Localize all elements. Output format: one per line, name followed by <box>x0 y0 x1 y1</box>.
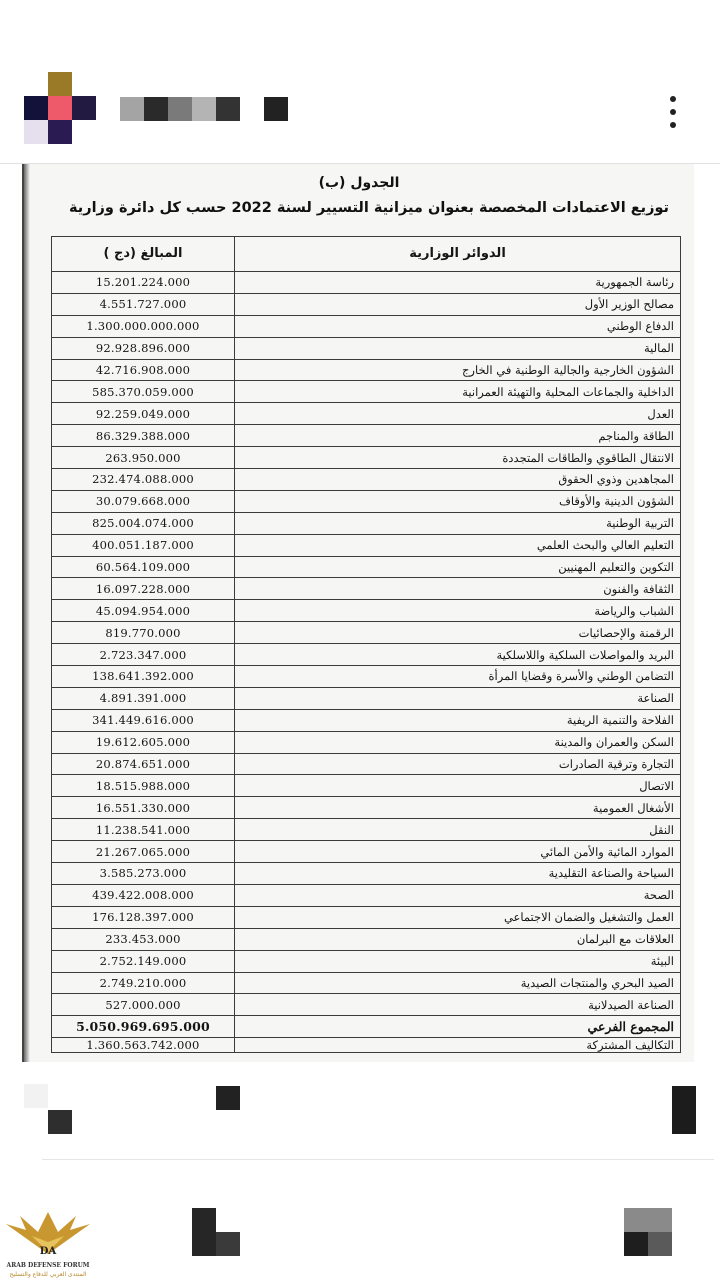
ministry-cell: مصالح الوزير الأول <box>235 293 681 315</box>
ministry-cell: الموارد المائية والأمن المائي <box>235 841 681 863</box>
ministry-cell: الشباب والرياضة <box>235 600 681 622</box>
ministry-cell: الطاقة والمناجم <box>235 425 681 447</box>
ministry-cell: البيئة <box>235 950 681 972</box>
profile-thumb-part <box>648 1232 672 1256</box>
table-row <box>52 972 681 994</box>
like-icon[interactable] <box>48 1110 72 1134</box>
table-row <box>52 600 681 622</box>
table-row <box>52 556 681 578</box>
table-row <box>52 447 681 469</box>
ministry-cell: المالية <box>235 337 681 359</box>
amount-cell: 16.097.228.000 <box>52 578 235 600</box>
amount-cell: 2.723.347.000 <box>52 644 235 666</box>
ministry-cell: التكوين والتعليم المهنيين <box>235 556 681 578</box>
table-row <box>52 819 681 841</box>
amount-cell: 15.201.224.000 <box>52 272 235 294</box>
amount-cell: 86.329.388.000 <box>52 425 235 447</box>
amount-cell: 21.267.065.000 <box>52 841 235 863</box>
profile-thumb-part <box>624 1232 648 1256</box>
ministry-cell: العلاقات مع البرلمان <box>235 928 681 950</box>
table-row <box>52 731 681 753</box>
subtotal-amount: 5.050.969.695.000 <box>52 1016 235 1038</box>
ministry-cell: الانتقال الطاقوي والطاقات المتجددة <box>235 447 681 469</box>
budget-table <box>51 236 681 1053</box>
ministry-cell: العدل <box>235 403 681 425</box>
ministry-cell: العمل والتشغيل والضمان الاجتماعي <box>235 906 681 928</box>
logo-text-arabic: المنتدى العربي للدفاع والتسليح <box>9 1271 87 1278</box>
table-row <box>52 797 681 819</box>
ministry-cell: الصحة <box>235 884 681 906</box>
amount-cell: 4.891.391.000 <box>52 687 235 709</box>
subtotal-row <box>52 1016 681 1038</box>
more-options-icon[interactable] <box>656 92 690 132</box>
ministry-cell: التعليم العالي والبحث العلمي <box>235 534 681 556</box>
table-row <box>52 534 681 556</box>
amount-cell: 45.094.954.000 <box>52 600 235 622</box>
ministry-cell: الأشغال العمومية <box>235 797 681 819</box>
reaction-count[interactable] <box>24 1084 48 1108</box>
table-row <box>52 315 681 337</box>
table-row <box>52 359 681 381</box>
amount-cell: 16.551.330.000 <box>52 797 235 819</box>
table-row <box>52 272 681 294</box>
amount-cell: 18.515.988.000 <box>52 775 235 797</box>
post-photo[interactable] <box>22 164 694 1062</box>
table-row <box>52 622 681 644</box>
ministry-cell: الصناعة <box>235 687 681 709</box>
amount-cell: 825.004.074.000 <box>52 512 235 534</box>
logo-text-english: ARAB DEFENSE FORUM <box>6 1262 90 1269</box>
amount-cell: 176.128.397.000 <box>52 906 235 928</box>
amount-cell: 20.874.651.000 <box>52 753 235 775</box>
share-icon-part <box>216 1232 240 1256</box>
table-row <box>52 337 681 359</box>
amount-cell: 232.474.088.000 <box>52 469 235 491</box>
table-row <box>52 994 681 1016</box>
table-row <box>52 753 681 775</box>
ministry-cell: الشؤون الخارجية والجالية الوطنية في الخارج <box>235 359 681 381</box>
amount-cell: 1.300.000.000.000 <box>52 315 235 337</box>
table-header-row <box>52 237 681 272</box>
ministry-cell: الثقافة والفنون <box>235 578 681 600</box>
shared-costs-row <box>52 1038 681 1053</box>
ministry-cell: الداخلية والجماعات المحلية والتهيئة العمرانية <box>235 381 681 403</box>
paper-edge <box>24 164 30 1062</box>
ministry-cell: التربية الوطنية <box>235 512 681 534</box>
post-header <box>0 0 720 163</box>
ministry-cell: السياحة والصناعة التقليدية <box>235 863 681 885</box>
ministry-cell: رئاسة الجمهورية <box>235 272 681 294</box>
table-row <box>52 950 681 972</box>
table-row <box>52 644 681 666</box>
table-row <box>52 928 681 950</box>
amount-cell: 233.453.000 <box>52 928 235 950</box>
amount-cell: 30.079.668.000 <box>52 490 235 512</box>
amount-cell: 341.449.616.000 <box>52 709 235 731</box>
table-row <box>52 906 681 928</box>
amount-cell: 585.370.059.000 <box>52 381 235 403</box>
amount-cell: 3.585.273.000 <box>52 863 235 885</box>
ministry-cell: البريد والمواصلات السلكية واللاسلكية <box>235 644 681 666</box>
amount-cell: 2.752.149.000 <box>52 950 235 972</box>
avatar[interactable] <box>24 72 96 144</box>
table-row <box>52 425 681 447</box>
post-actions <box>0 1062 720 1280</box>
table-row <box>52 512 681 534</box>
ministry-cell: الرقمنة والإحصائيات <box>235 622 681 644</box>
amount-cell: 819.770.000 <box>52 622 235 644</box>
amount-cell: 19.612.605.000 <box>52 731 235 753</box>
amount-cell: 60.564.109.000 <box>52 556 235 578</box>
table-row <box>52 490 681 512</box>
table-row <box>52 381 681 403</box>
document-title: توزيع الاعتمادات المخصصة بعنوان ميزانية التسيير لسنة 2022 حسب كل دائرة وزارية <box>69 200 669 216</box>
amount-cell: 2.749.210.000 <box>52 972 235 994</box>
amount-cell: 527.000.000 <box>52 994 235 1016</box>
table-row <box>52 863 681 885</box>
amount-cell: 400.051.187.000 <box>52 534 235 556</box>
amount-cell: 92.259.049.000 <box>52 403 235 425</box>
amount-cell: 4.551.727.000 <box>52 293 235 315</box>
ministry-cell: التضامن الوطني والأسرة وقضايا المرأة <box>235 666 681 688</box>
comment-count[interactable] <box>216 1086 240 1110</box>
forum-logo <box>2 1206 94 1280</box>
logo-monogram: DA <box>39 1246 57 1257</box>
amount-cell: 92.928.896.000 <box>52 337 235 359</box>
actions-divider <box>42 1159 714 1160</box>
bookmark-icon[interactable] <box>672 1086 696 1134</box>
table-row <box>52 293 681 315</box>
profile-thumb[interactable] <box>624 1208 672 1232</box>
ministry-cell: المجاهدين وذوي الحقوق <box>235 469 681 491</box>
ministry-cell: الصيد البحري والمنتجات الصيدية <box>235 972 681 994</box>
amount-cell: 263.950.000 <box>52 447 235 469</box>
amount-cell: 439.422.008.000 <box>52 884 235 906</box>
table-label: الجدول (ب) <box>318 175 400 191</box>
table-row <box>52 841 681 863</box>
subtotal-label: المجموع الفرعي <box>235 1016 681 1038</box>
table-row <box>52 666 681 688</box>
table-row <box>52 884 681 906</box>
table-row <box>52 578 681 600</box>
username[interactable] <box>120 97 290 121</box>
ministry-cell: الفلاحة والتنمية الريفية <box>235 709 681 731</box>
table-row <box>52 403 681 425</box>
shared-costs-label: التكاليف المشتركة <box>235 1038 681 1053</box>
table-row <box>52 469 681 491</box>
shared-costs-amount: 1.360.563.742.000 <box>52 1038 235 1053</box>
share-icon[interactable] <box>192 1208 216 1256</box>
amount-cell: 11.238.541.000 <box>52 819 235 841</box>
ministry-cell: النقل <box>235 819 681 841</box>
ministry-cell: الدفاع الوطني <box>235 315 681 337</box>
amount-cell: 42.716.908.000 <box>52 359 235 381</box>
amount-cell: 138.641.392.000 <box>52 666 235 688</box>
table-row <box>52 687 681 709</box>
table-row <box>52 709 681 731</box>
ministry-cell: الشؤون الدينية والأوقاف <box>235 490 681 512</box>
ministry-column-header: الدوائر الوزارية <box>235 237 681 272</box>
ministry-cell: السكن والعمران والمدينة <box>235 731 681 753</box>
ministry-cell: الاتصال <box>235 775 681 797</box>
amount-column-header: المبالغ (دج ) <box>52 237 235 272</box>
table-row <box>52 775 681 797</box>
ministry-cell: التجارة وترقية الصادرات <box>235 753 681 775</box>
ministry-cell: الصناعة الصيدلانية <box>235 994 681 1016</box>
